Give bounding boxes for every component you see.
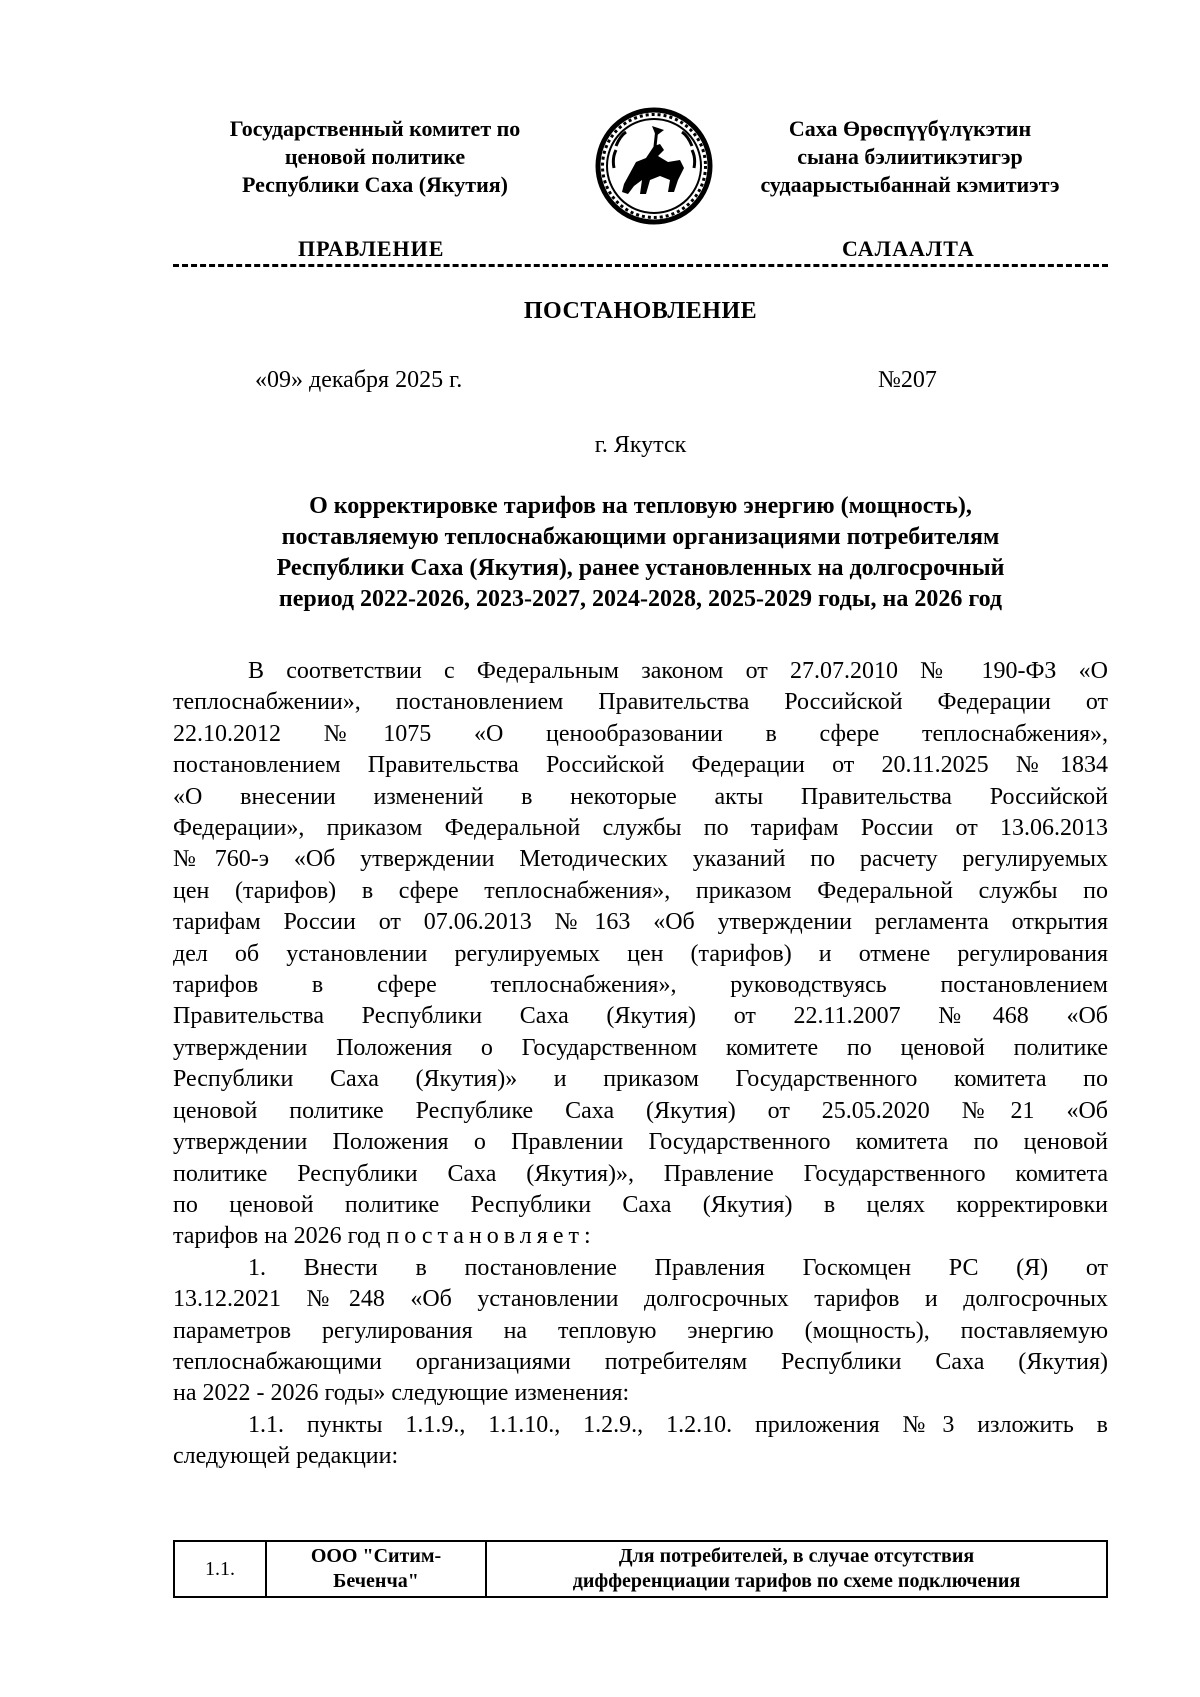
description-cell <box>486 1541 1107 1597</box>
decree-date: «09» декабря 2025 г. <box>255 367 463 393</box>
body-line: ценовой политике Республике Саха (Якутия) от 25.05.2020 №21 «Об <box>173 1097 1108 1124</box>
coat-of-arms-emblem <box>594 106 714 226</box>
item-1-line: теплоснабжающими организациями потребителям Республики Саха (Якутия) <box>173 1348 1108 1375</box>
body-line: теплоснабжении», постановлением Правительства Российской Федерации от <box>173 689 1108 716</box>
body-line: политике Республики Саха (Якутия)», Правление Государственного комитета <box>173 1160 1108 1187</box>
body-line: утверждении Положения о Государственном комитете по ценовой политике <box>173 1034 1108 1061</box>
body-line: Правительства Республики Саха (Якутия) от 22.11.2007 №468 «Об <box>173 1003 1108 1030</box>
dashed-divider <box>173 264 1108 276</box>
agency-name-line: сыана бэлиитикэтигэр <box>797 144 1023 169</box>
body-line: тарифов в сфере теплоснабжения», руководствуясь постановлением <box>173 972 1108 999</box>
body-line: дел об установлении регулируемых цен (тарифов) и отмене регулирования <box>173 940 1108 967</box>
document-type-title: ПОСТАНОВЛЕНИЕ <box>523 298 758 324</box>
row-number-cell: 1.1. <box>174 1541 266 1597</box>
agency-name-yakut <box>712 115 1108 199</box>
organization-line: Беченча" <box>333 1570 419 1592</box>
description-line: дифференциации тарифов по схеме подключения <box>572 1570 1021 1592</box>
description-line: Для потребителей, в случае отсутствия <box>618 1545 975 1567</box>
agency-name-line: Государственный комитет по <box>229 116 521 141</box>
body-line: утверждении Положения о Правлении Государственного комитета по ценовой <box>173 1129 1108 1156</box>
body-line: тарифам России от 07.06.2013 №163 «Об утверждении регламента открытия <box>173 909 1108 936</box>
organization-cell <box>266 1541 486 1597</box>
subject-line: период 2022-2026, 2023-2027, 2024-2028, 2025-2029 годы, на 2026 год <box>278 586 1003 612</box>
body-line: цен (тарифов) в сфере теплоснабжения», приказом Федеральной службы по <box>173 877 1108 904</box>
agency-name-line: Саха Өрөспүүбүлүкэтин <box>788 116 1032 141</box>
agency-name-line: судаарыстыбаннай кэмитиэтэ <box>760 172 1060 197</box>
decree-body <box>173 656 1108 1473</box>
body-line: Республики Саха (Якутия)» и приказом Государственного комитета по <box>173 1066 1108 1093</box>
subject-line: О корректировке тарифов на тепловую энергию (мощность), <box>309 493 972 519</box>
body-line: Федерации», приказом Федеральной службы по тарифам России от 13.06.2013 <box>173 815 1108 842</box>
body-line: по ценовой политике Республики Саха (Якутия) в целях корректировки <box>173 1191 1108 1218</box>
body-line: «О внесении изменений в некоторые акты Правительства Российской <box>173 783 1108 810</box>
table-row <box>174 1541 1107 1597</box>
subject-line: Республики Саха (Якутия), ранее установленных на долгосрочный <box>276 555 1005 581</box>
agency-name-line: Республики Саха (Якутия) <box>241 172 509 197</box>
board-label-russian: ПРАВЛЕНИЕ <box>298 236 445 261</box>
resolve-line <box>173 1221 1108 1252</box>
decree-subject <box>173 491 1108 615</box>
resolve-prefix: тарифов на 2026 год <box>173 1223 381 1250</box>
item-1-line: 13.12.2021 №248 «Об установлении долгосрочных тарифов и долгосрочных <box>173 1286 1108 1313</box>
body-line: В соответствии с Федеральным законом от 27.07.2010 № 190-ФЗ «О <box>248 658 1108 684</box>
item-1-1-line: следующей редакции: <box>173 1443 399 1470</box>
organization-line: ООО "Ситим- <box>310 1545 442 1567</box>
body-line: 22.10.2012 №1075 «О ценообразовании в сфере теплоснабжения», <box>173 720 1108 747</box>
body-line: №760-э «Об утверждении Методических указаний по расчету регулируемых <box>173 846 1108 873</box>
agency-name-russian <box>185 115 565 199</box>
agency-name-line: ценовой политике <box>284 144 466 169</box>
body-line: постановлением Правительства Российской Федерации от 20.11.2025 №1834 <box>173 752 1108 779</box>
decree-city: г. Якутск <box>594 432 687 458</box>
item-1-1-line: 1.1. пункты 1.1.9., 1.1.10., 1.2.9., 1.2.10. приложения №3 изложить в <box>248 1411 1108 1438</box>
item-1-line: на 2022 - 2026 годы» следующие изменения: <box>173 1380 630 1407</box>
decree-number: №207 <box>878 367 937 393</box>
item-1-line: параметров регулирования на тепловую энергию (мощность), поставляемую <box>173 1317 1108 1344</box>
tariff-table <box>173 1540 1108 1598</box>
board-label-yakut: САЛААЛТА <box>842 236 975 261</box>
subject-line: поставляемую теплоснабжающими организациями потребителям <box>281 524 1000 550</box>
resolve-word: постановляет: <box>386 1223 596 1250</box>
item-1-line: 1. Внести в постановление Правления Госкомцен РС (Я) от <box>248 1254 1108 1281</box>
